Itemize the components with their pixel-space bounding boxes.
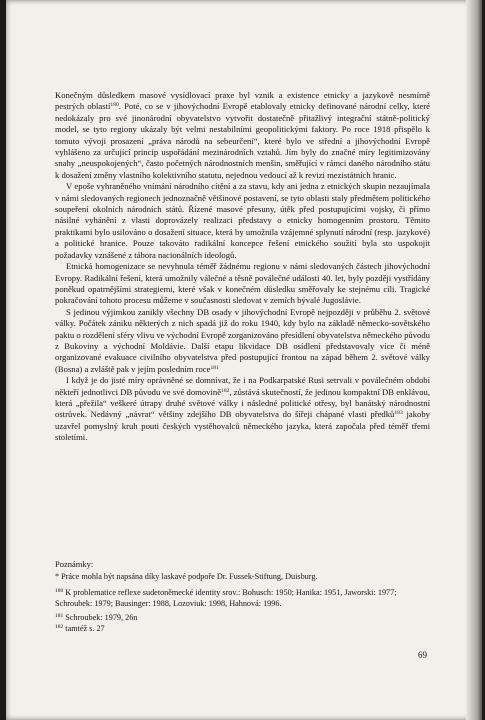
- notes-heading: Poznámky:: [55, 559, 94, 569]
- footnote-182: [55, 623, 425, 634]
- paragraph-3-text: Etnická homogenizace se nevyhnula téměř žádnému regionu v námi sledovaných částech jihovýchodní Evropy. Radikální řešení, která umožnily válečné a těsně poválečné události 40. let, byly později vystřídány poněkud opatrnějšími strategiemi, které však v konečném důsledku směřovaly ke stejnému cíli. Tragické pokračování tohoto procesu můžeme v současnosti sledovat v zemích bývalé Jugoslávie.: [55, 261, 430, 306]
- paragraph-1-text-b: . Poté, co se v jihovýchodní Evropě etablovaly etnicky definované národní celky, které nedokázaly pro své jinonárodní obyvatelstvo vytvořit dostatečně přitažlivý integrační státně-politický model, se tyto regiony ukázaly být velmi nestabilními geopolitickými faktory. Po roce 1918 přispělo k tomuto vývoji prosazení „práva národů na sebeurčení“, které bylo ve střední a jihovýchodní Evropě vyhlášeno za určující princip uspořádání mezinárodních vztahů. Jím byly do značné míry legitimizovány snahy „neuspokojených“, často početných národnostních menšin, směřující v rámci daného národního státu k dosažení změny vlastního kolektivního statutu, nejednou vedoucí až k revizi mezistátních hranic.: [55, 101, 430, 180]
- paragraph-1: [55, 90, 430, 181]
- paragraph-5-text-c: jakoby uzavřel pomyslný kruh pouti českých vystěhovalců německého jazyka, která započala před téměř třemi stoletími.: [55, 409, 430, 443]
- footnote-ref-181: 181: [210, 364, 219, 371]
- footnote-ref-182: 182: [221, 387, 230, 394]
- footnote-181-mark: 181: [55, 613, 64, 619]
- paragraph-2-text: V epoše vyhraněného vnímání národního cítění a za stavu, kdy ani jedna z etnických skupin nezaujímala v námi sledovaných regionech jednoznačně většinové postavení, se tyto oblasti staly předmětem politického soupeření okolních národních států. Řízené masové přesuny, útěk před postupujícími vojsky, či přímo násilné vyhánění z vlasti doprovázely realizaci představy o etnicky homogenním prostoru. Těmito praktikami bylo usilováno o dosažení situace, která by umožnila vzájemné splynutí národní (resp. jazykové) a politické hranice. Pouze takováto radikální koncepce řešení etnického soužití byla sto uspokojit požadavky vznášené z tábora nacionálních ideologů.: [55, 181, 430, 260]
- footnote-181: [55, 612, 425, 623]
- book-spine-shadow: [466, 0, 482, 720]
- note-star-text: * Práce mohla být napsána díky laskavé podpoře Dr. Fussek-Stiftung, Duisburg.: [55, 572, 318, 581]
- footnote-182-text: tamtéž s. 27: [65, 624, 105, 633]
- footnote-ref-183: 183: [394, 410, 403, 417]
- paragraph-4: [55, 307, 430, 375]
- note-star: [55, 571, 425, 582]
- page-number: 69: [418, 650, 427, 660]
- paragraph-1-text-a: Konečným důsledkem masové vysídlovací praxe byl vznik a existence etnicky a jazykově nesmírně pestrých oblastí: [55, 90, 430, 112]
- paragraph-4-text: S jedinou výjimkou zanikly všechny DB osady v jihovýchodní Evropě nejpozději v průběhu 2. světové války. Počátek zániku některých z nich spadá již do roku 1940, kdy bylo na základě německo-sovětského paktu o rozdělení sféry vlivu ve východní Evropě zorganizováno přesídlení obyvatelstva německého původu z Bukoviny a východní Moldávie. Další etapu likvidace DB osídlení představovaly více či méně organizované evakuace civilního obyvatelstva před postupující frontou na západ během 2. světové války (Bosna) a zvláště pak v jejím posledním roce: [55, 306, 430, 374]
- footnote-180-mark: 180: [55, 588, 64, 594]
- body-text: [55, 90, 430, 444]
- paragraph-5-text-a: I když je do jisté míry oprávněné se domnívat, že i na Podkarpatské Rusi setrvali v poválečném období někteří jednotlivci DB původu ve své domovině: [55, 375, 430, 397]
- footnote-180-text: K problematice reflexe sudetoněmecké identity srov.: Bohusch: 1950; Hanika: 1951, Jaworski: 1977; Schroubek: 1979; Bausinger: 1988, Lozoviuk: 1998, Hahnová: 1996.: [55, 588, 397, 608]
- footnote-180: [55, 587, 425, 609]
- footnote-181-text: Schroubek: 1979, 26n: [65, 613, 138, 622]
- footnote-182-mark: 182: [55, 624, 64, 630]
- footnote-ref-180: 180: [110, 102, 119, 109]
- paragraph-3: [55, 261, 430, 307]
- paragraph-5-text-b: , zůstává skutečností, že jedinou kompaktní DB enklávou, která „přežila“ veškeré útrapy druhé světové války i následné politické otřesy, byl banátský národnostní ostrůvek. Nedávný „návrat“ většiny zdejšího DB obyvatelstva do šířeji chápané vlasti předků: [55, 386, 431, 420]
- book-page: [6, 0, 482, 720]
- paragraph-2: [55, 181, 430, 261]
- paragraph-5: [55, 375, 430, 443]
